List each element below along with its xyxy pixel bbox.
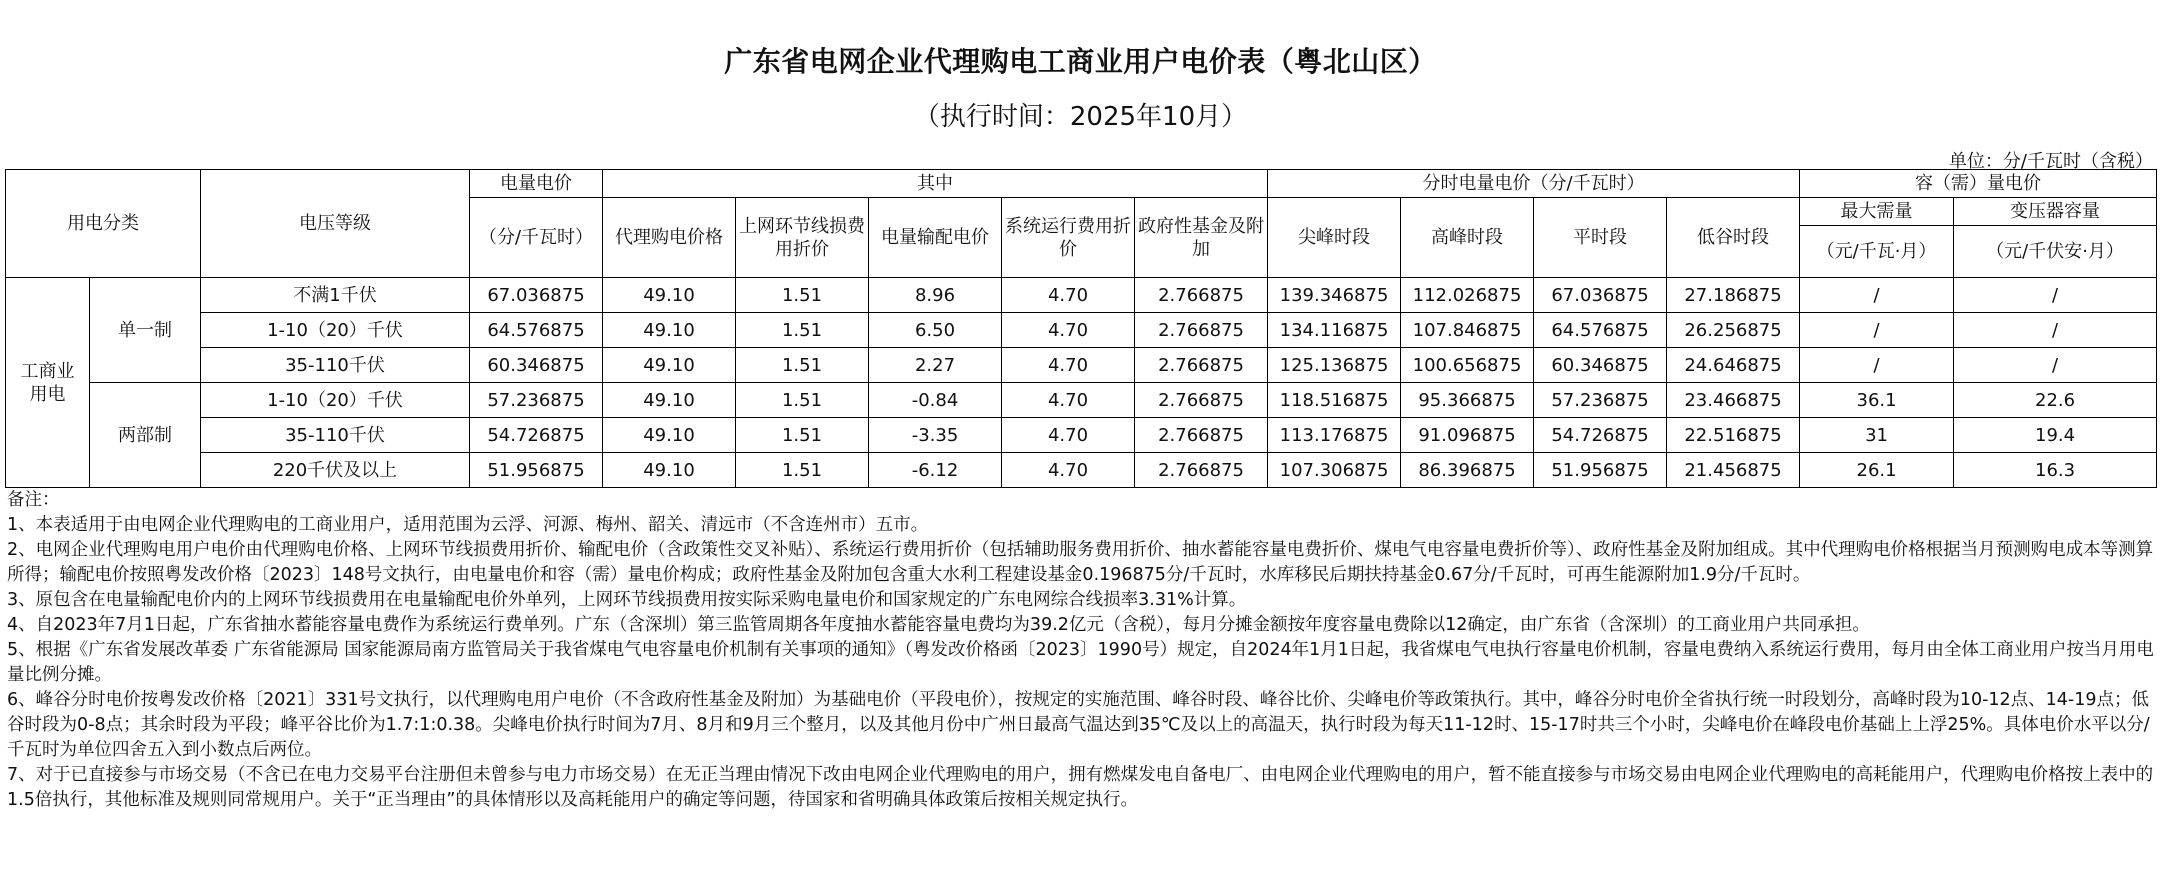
voltage-cell: 1-10（20）千伏	[201, 313, 470, 348]
table-cell: 95.366875	[1401, 383, 1534, 418]
table-cell: 1.51	[736, 278, 869, 313]
table-cell: 8.96	[869, 278, 1002, 313]
header-valley: 低谷时段	[1667, 198, 1800, 278]
note-item: 6、峰谷分时电价按粤发改价格〔2021〕331号文执行，以代理购电用户电价（不含政府性基金及附加）为基础电价（平段电价），按规定的实施范围、峰谷时段、峰谷比价、尖峰电价等政策执行。其中，峰谷分时电价全省执行统一时段划分，高峰时段为10-12点、14-19点；低谷时段为0-8点；其余时段为平段；峰平谷比价为1.7:1:0.38。尖峰电价执行时间为7月、8月和9月三个整月，以及其他月份中广州日最高气温达到35℃及以上的高温天，执行时段为每天11-12时、15-17时共三个小时，尖峰电价在峰段电价基础上上浮25%。具体电价水平以分/千瓦时为单位四舍五入到小数点后两位。	[7, 690, 2150, 760]
table-cell: 125.136875	[1268, 348, 1401, 383]
table-cell: 2.766875	[1135, 383, 1268, 418]
voltage-cell: 不满1千伏	[201, 278, 470, 313]
header-transmission: 电量输配电价	[869, 198, 1002, 278]
table-cell: 57.236875	[1534, 383, 1667, 418]
tariff-table	[5, 169, 2157, 488]
table-cell: 49.10	[603, 383, 736, 418]
table-cell: 26.1	[1800, 453, 1954, 488]
table-cell: -6.12	[869, 453, 1002, 488]
table-row	[6, 383, 2157, 418]
table-cell: 67.036875	[470, 278, 603, 313]
table-cell: 64.576875	[1534, 313, 1667, 348]
table-cell: 49.10	[603, 418, 736, 453]
table-cell: 112.026875	[1401, 278, 1534, 313]
header-category: 用电分类	[6, 170, 201, 278]
voltage-cell: 220千伏及以上	[201, 453, 470, 488]
table-cell: 134.116875	[1268, 313, 1401, 348]
billing-type-cell: 两部制	[90, 383, 201, 488]
header-transformer: 变压器容量	[1954, 198, 2157, 226]
table-cell: 113.176875	[1268, 418, 1401, 453]
table-cell: 2.766875	[1135, 348, 1268, 383]
table-cell: /	[1800, 313, 1954, 348]
voltage-cell: 35-110千伏	[201, 348, 470, 383]
table-cell: 54.726875	[1534, 418, 1667, 453]
table-cell: 26.256875	[1667, 313, 1800, 348]
table-cell: 1.51	[736, 313, 869, 348]
header-energy-price: 电量电价	[470, 170, 603, 198]
table-cell: 49.10	[603, 348, 736, 383]
table-cell: 86.396875	[1401, 453, 1534, 488]
table-cell: 24.646875	[1667, 348, 1800, 383]
table-cell: 2.766875	[1135, 278, 1268, 313]
header-line-loss: 上网环节线损费用折价	[736, 198, 869, 278]
table-cell: /	[1954, 313, 2157, 348]
table-cell: 1.51	[736, 348, 869, 383]
header-tou-group: 分时电量电价（分/千瓦时）	[1268, 170, 1800, 198]
table-cell: 1.51	[736, 453, 869, 488]
table-cell: 4.70	[1002, 418, 1135, 453]
table-cell: 31	[1800, 418, 1954, 453]
table-cell: 100.656875	[1401, 348, 1534, 383]
header-agent-price: 代理购电价格	[603, 198, 736, 278]
billing-type-cell: 单一制	[90, 278, 201, 383]
header-capacity-group: 容（需）量电价	[1800, 170, 2157, 198]
table-cell: 22.6	[1954, 383, 2157, 418]
table-row	[6, 278, 2157, 313]
header-flat: 平时段	[1534, 198, 1667, 278]
table-cell: 64.576875	[470, 313, 603, 348]
table-cell: 2.766875	[1135, 418, 1268, 453]
unit-label: 单位：分/千瓦时（含税）	[1948, 151, 2153, 172]
header-voltage: 电压等级	[201, 170, 470, 278]
table-cell: 23.466875	[1667, 383, 1800, 418]
header-energy-price-unit: （分/千瓦时）	[470, 198, 603, 278]
table-cell: 2.766875	[1135, 313, 1268, 348]
table-cell: 107.306875	[1268, 453, 1401, 488]
table-cell: 49.10	[603, 313, 736, 348]
table-cell: 4.70	[1002, 278, 1135, 313]
table-cell: 2.27	[869, 348, 1002, 383]
table-cell: 4.70	[1002, 383, 1135, 418]
table-cell: 1.51	[736, 418, 869, 453]
notes-heading: 备注：	[7, 490, 60, 510]
table-cell: 51.956875	[1534, 453, 1667, 488]
table-cell: 49.10	[603, 453, 736, 488]
table-cell: 139.346875	[1268, 278, 1401, 313]
header-peak: 高峰时段	[1401, 198, 1534, 278]
page-title: 广东省电网企业代理购电工商业用户电价表（粤北山区）	[724, 45, 1437, 78]
voltage-cell: 1-10（20）千伏	[201, 383, 470, 418]
category-cell: 工商业用电	[6, 278, 90, 488]
table-cell: 91.096875	[1401, 418, 1534, 453]
table-cell: 1.51	[736, 383, 869, 418]
table-cell: 36.1	[1800, 383, 1954, 418]
header-max-demand-unit: （元/千瓦·月）	[1800, 226, 1954, 278]
table-cell: -0.84	[869, 383, 1002, 418]
note-item: 7、对于已直接参与市场交易（不含已在电力交易平台注册但未曾参与电力市场交易）在无正当理由情况下改由电网企业代理购电的用户，拥有燃煤发电自备电厂、由电网企业代理购电的用户，暂不能直接参与市场交易由电网企业代理购电的高耗能用户，代理购电价格按上表中的1.5倍执行，其他标准及规则同常规用户。关于“正当理由”的具体情形以及高耗能用户的确定等问题，待国家和省明确具体政策后按相关规定执行。	[7, 765, 2154, 810]
table-cell: 22.516875	[1667, 418, 1800, 453]
table-cell: 60.346875	[470, 348, 603, 383]
note-item: 3、原包含在电量输配电价内的上网环节线损费用在电量输配电价外单列，上网环节线损费用按实际采购电量电价和国家规定的广东电网综合线损率3.31%计算。	[7, 590, 1247, 610]
table-cell: 107.846875	[1401, 313, 1534, 348]
header-among: 其中	[603, 170, 1268, 198]
header-gov-fund: 政府性基金及附加	[1135, 198, 1268, 278]
header-max-demand: 最大需量	[1800, 198, 1954, 226]
table-cell: 54.726875	[470, 418, 603, 453]
table-cell: -3.35	[869, 418, 1002, 453]
table-cell: 51.956875	[470, 453, 603, 488]
note-item: 5、根据《广东省发展改革委 广东省能源局 国家能源局南方监管局关于我省煤电气电容量电价机制有关事项的通知》（粤发改价格函〔2023〕1990号）规定，自2024年1月1日起，我省煤电气电执行容量电价机制，容量电费纳入系统运行费用，每月由全体工商业用户按当月用电量比例分摊。	[7, 640, 2154, 685]
header-sharp: 尖峰时段	[1268, 198, 1401, 278]
table-cell: /	[1954, 348, 2157, 383]
table-cell: 118.516875	[1268, 383, 1401, 418]
table-cell: /	[1954, 278, 2157, 313]
table-cell: 6.50	[869, 313, 1002, 348]
table-cell: 2.766875	[1135, 453, 1268, 488]
table-cell: 4.70	[1002, 313, 1135, 348]
table-row	[6, 313, 2157, 348]
note-item: 4、自2023年7月1日起，广东省抽水蓄能容量电费作为系统运行费单列。广东（含深圳）第三监管周期各年度抽水蓄能容量电费均为39.2亿元（含税），每月分摊金额按年度容量电费除以12确定，由广东省（含深圳）的工商业用户共同承担。	[7, 615, 1870, 635]
table-cell: 60.346875	[1534, 348, 1667, 383]
table-cell: 27.186875	[1667, 278, 1800, 313]
table-cell: 16.3	[1954, 453, 2157, 488]
table-cell: 21.456875	[1667, 453, 1800, 488]
table-cell: 4.70	[1002, 348, 1135, 383]
header-system-cost: 系统运行费用折价	[1002, 198, 1135, 278]
table-row	[6, 348, 2157, 383]
page-subtitle: （执行时间：2025年10月）	[913, 102, 1248, 132]
note-item: 2、电网企业代理购电用户电价由代理购电价格、上网环节线损费用折价、输配电价（含政策性交叉补贴）、系统运行费用折价（包括辅助服务费用折价、抽水蓄能容量电费折价、煤电气电容量电费折价等）、政府性基金及附加组成。其中代理购电价格根据当月预测购电成本等测算所得；输配电价按照粤发改价格〔2023〕148号文执行，由电量电价和容（需）量电价构成；政府性基金及附加包含重大水利工程建设基金0.196875分/千瓦时，水库移民后期扶持基金0.67分/千瓦时，可再生能源附加1.9分/千瓦时。	[7, 540, 2154, 585]
table-cell: 4.70	[1002, 453, 1135, 488]
table-row	[6, 418, 2157, 453]
table-cell: 67.036875	[1534, 278, 1667, 313]
notes	[7, 488, 2155, 813]
note-item: 1、本表适用于由电网企业代理购电的工商业用户，适用范围为云浮、河源、梅州、韶关、清远市（不含连州市）五市。	[7, 515, 929, 535]
table-cell: 57.236875	[470, 383, 603, 418]
header-transformer-unit: （元/千伏安·月）	[1954, 226, 2157, 278]
table-cell: 19.4	[1954, 418, 2157, 453]
table-row	[6, 453, 2157, 488]
table-cell: 49.10	[603, 278, 736, 313]
voltage-cell: 35-110千伏	[201, 418, 470, 453]
table-cell: /	[1800, 348, 1954, 383]
table-cell: /	[1800, 278, 1954, 313]
